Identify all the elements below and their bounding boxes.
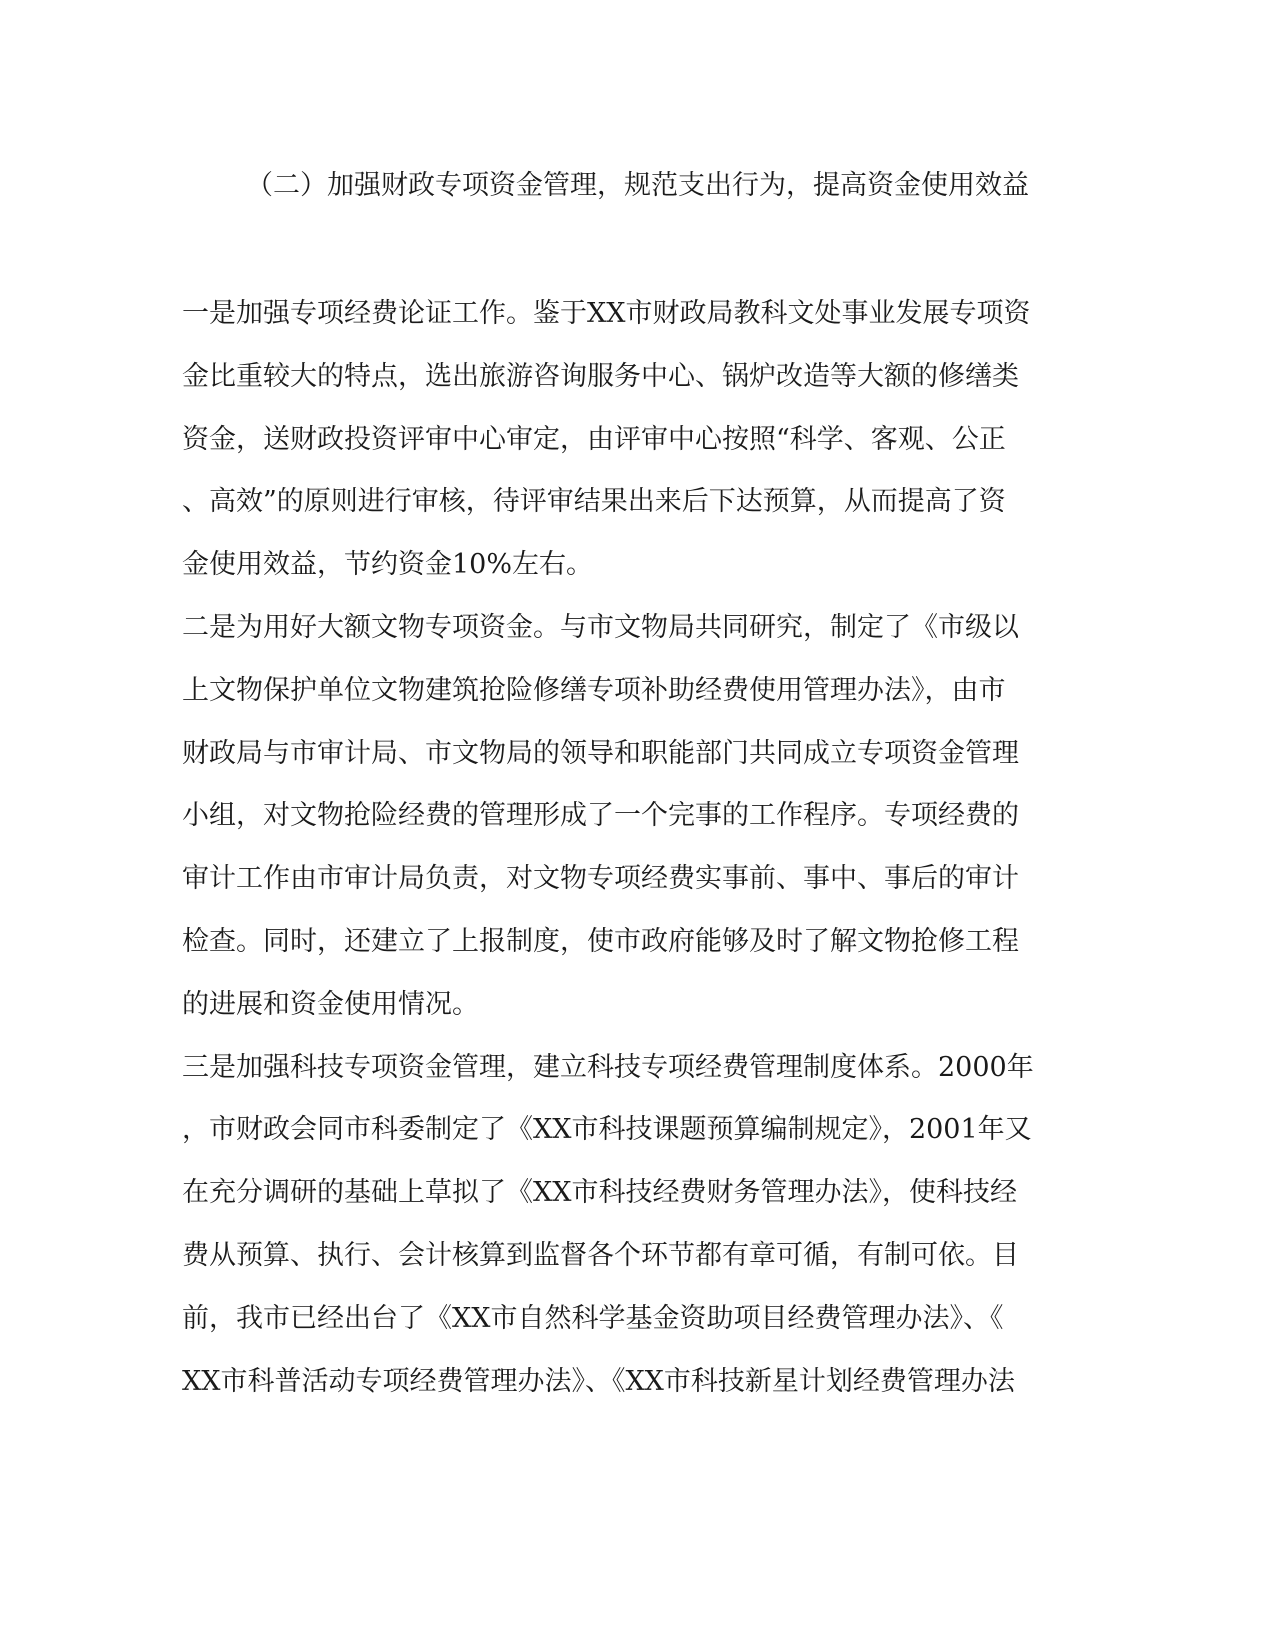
text-line: 的进展和资金使用情况。 bbox=[182, 988, 479, 1020]
text-line: 二是为用好大额文物专项资金。与市文物局共同研究，制定了《市级以 bbox=[182, 611, 1019, 643]
text-line: 一是加强专项经费论证工作。鉴于XX市财政局教科文处事业发展专项资 bbox=[182, 298, 1031, 329]
text-line: 在充分调研的基础上草拟了《XX市科技经费财务管理办法》，使科技经 bbox=[182, 1177, 1017, 1209]
text-line: 小组，对文物抢险经费的管理形成了一个完事的工作程序。专项经费的 bbox=[182, 800, 1019, 832]
text-line: 前，我市已经出台了《XX市自然科学基金资助项目经费管理办法》、《 bbox=[182, 1302, 1004, 1334]
text-line: 上文物保护单位文物建筑抢险修缮专项补助经费使用管理办法》，由市 bbox=[182, 674, 1006, 706]
text-line: 财政局与市审计局、市文物局的领导和职能部门共同成立专项资金管理 bbox=[182, 737, 1019, 769]
text-line: 资金，送财政投资评审中心审定，由评审中心按照“科学、客观、公正 bbox=[182, 423, 1006, 455]
text-line: 费从预算、执行、会计核算到监督各个环节都有章可循，有制可依。目 bbox=[182, 1239, 1019, 1271]
text-line: XX市科普活动专项经费管理办法》、《XX市科技新星计划经费管理办法 bbox=[182, 1365, 1015, 1397]
text-line: 金比重较大的特点，选出旅游咨询服务中心、锅炉改造等大额的修缮类 bbox=[182, 360, 1019, 392]
text-line: 、高效”的原则进行审核，待评审结果出来后下达预算，从而提高了资 bbox=[182, 486, 1006, 518]
text-line: 三是加强科技专项资金管理，建立科技专项经费管理制度体系。2000年 bbox=[182, 1051, 1034, 1083]
text-line: ，市财政会同市科委制定了《XX市科技课题预算编制规定》，2001年又 bbox=[182, 1114, 1032, 1146]
text-line: 金使用效益，节约资金10%左右。 bbox=[182, 549, 594, 581]
section-heading: （二）加强财政专项资金管理，规范支出行为，提高资金使用效益 bbox=[246, 170, 1029, 201]
text-line: 审计工作由市审计局负责，对文物专项经费实事前、事中、事后的审计 bbox=[182, 863, 1019, 895]
body-text bbox=[182, 294, 1082, 1424]
text-line: 检查。同时，还建立了上报制度，使市政府能够及时了解文物抢修工程 bbox=[182, 925, 1019, 957]
